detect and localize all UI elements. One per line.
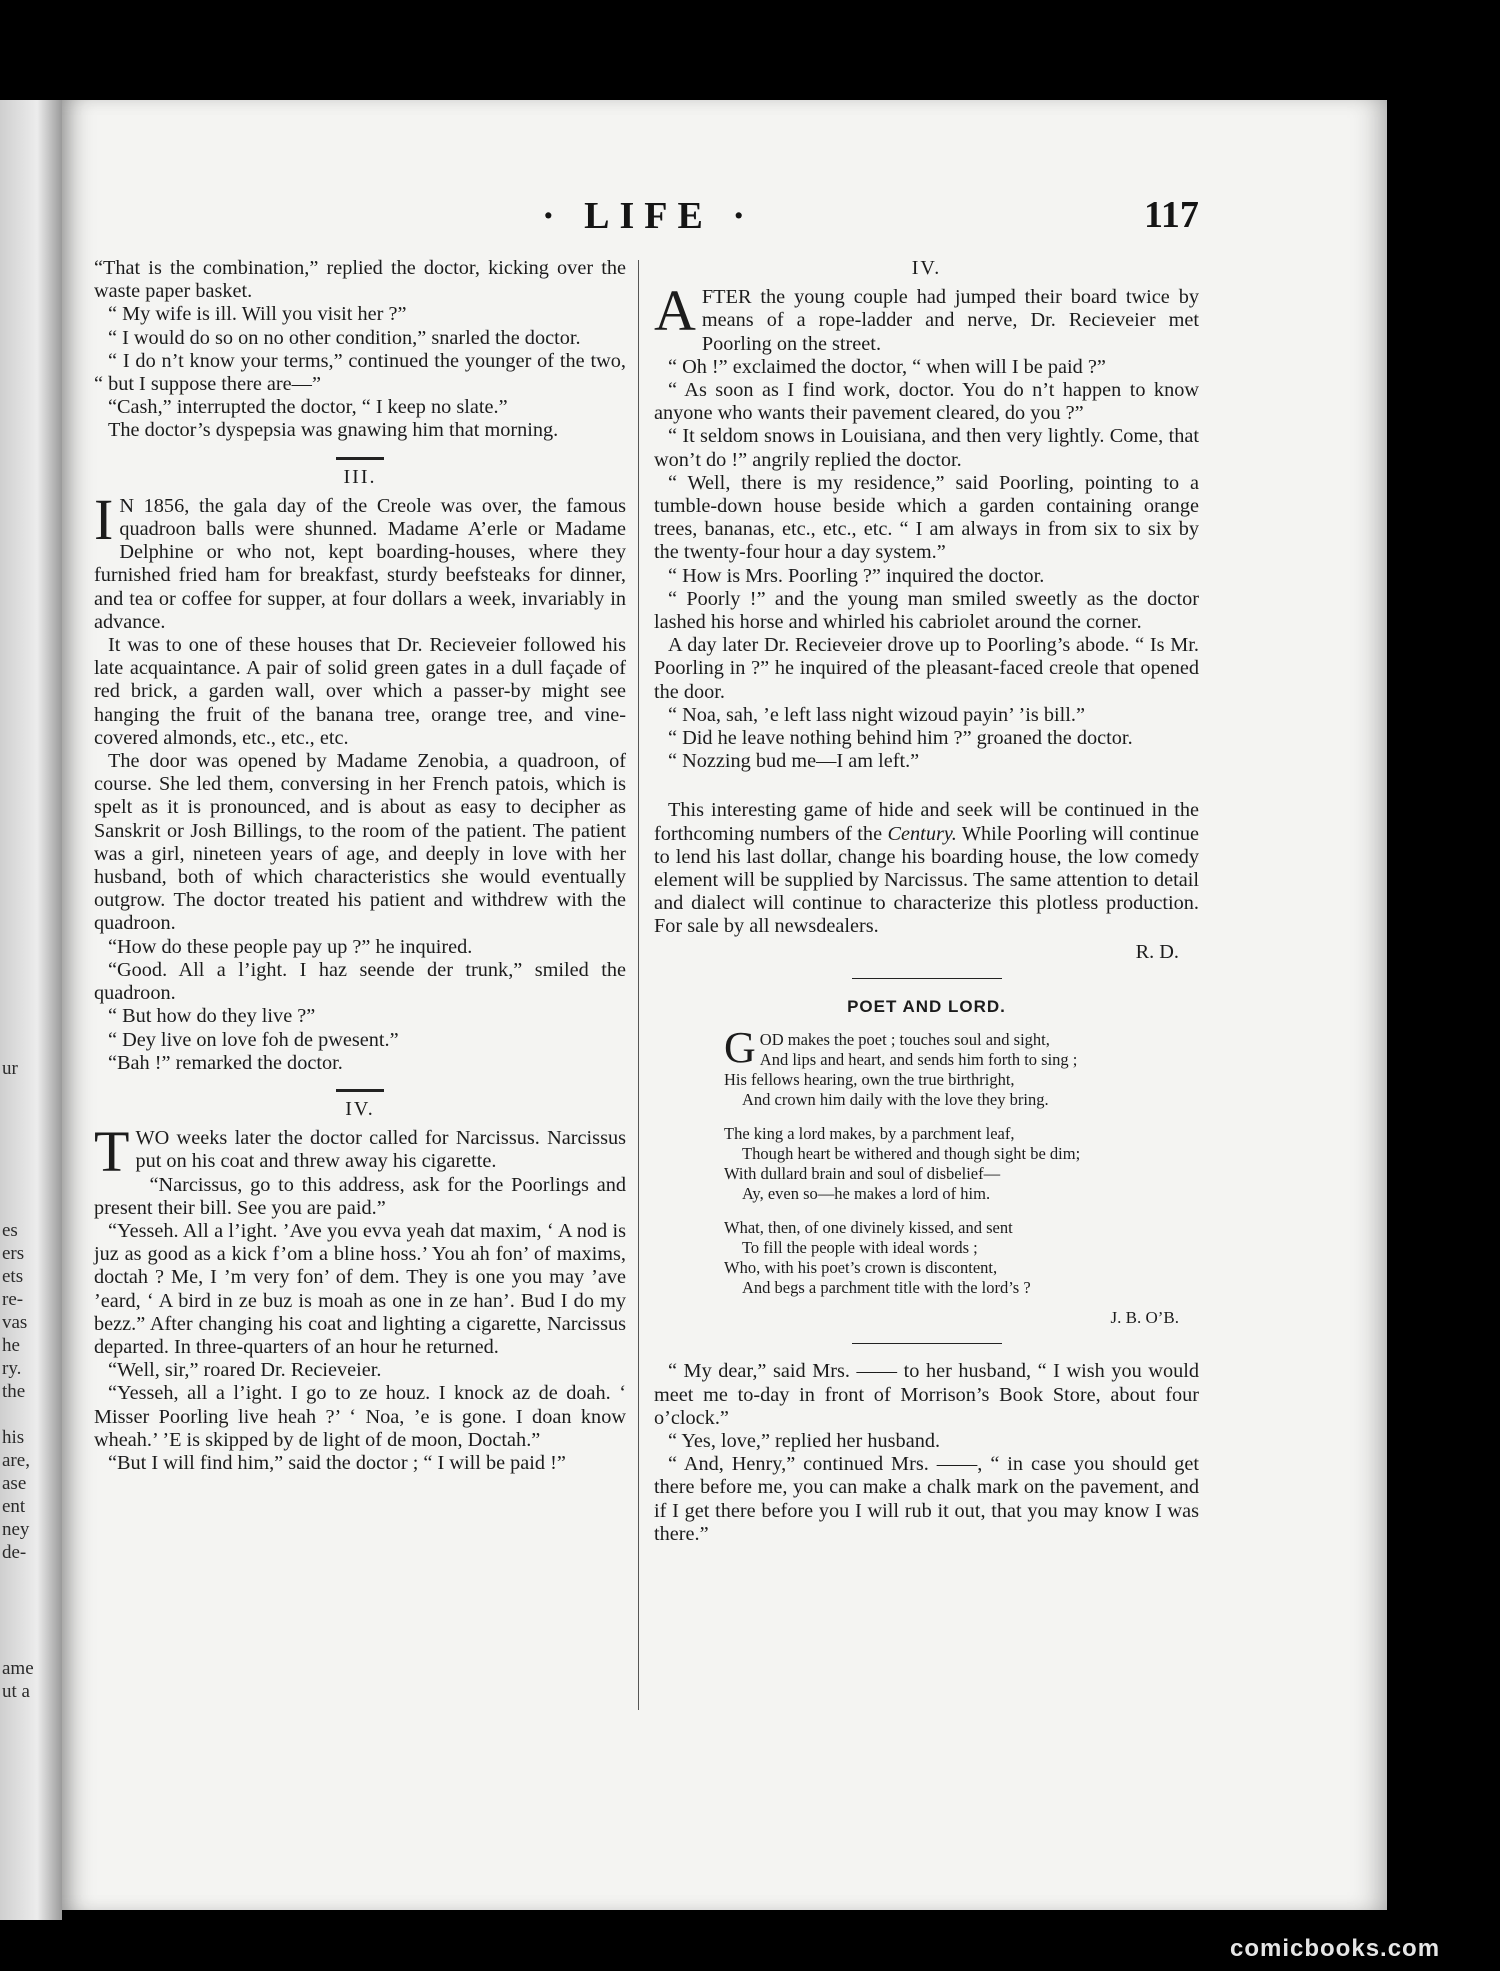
column-divider [638,260,639,1710]
poem-stanza [724,1218,1199,1298]
paragraph-text: FTER the young couple had jumped their board twice by means of a rope-ladder and nerve, Dr. Recieveier met Poorling on the street. [701,286,1199,355]
paragraph: “ And, Henry,” continued Mrs. ——, “ in case you should get there before me, you can make a chalk mark on the pavement, and if I get there before you I will rub it out, that you may know I was there.” [654,1453,1199,1545]
drop-cap: T [94,1119,130,1185]
margin-fragment: ney [2,1519,30,1540]
closing-note [654,799,1199,938]
paragraph: “ Nozzing bud me—I am left.” [668,750,920,773]
poem-line: OD makes the poet ; touches soul and sight, [759,1030,1050,1050]
paragraph: A day later Dr. Recieveier drove up to Poorling’s abode. “ Is Mr. Poorling in ?” he inquired of the pleasant-faced creole that opened the door. [654,634,1199,703]
poem-title: POET AND LORD. [847,996,1006,1016]
margin-fragment: are, [2,1450,30,1471]
heading-rule [336,457,384,460]
paragraph: “Bah !” remarked the doctor. [108,1051,343,1074]
paragraph: “Good. All a l’ight. I haz seende der trunk,” smiled the quadroon. [94,958,626,1005]
drop-cap: G [724,1023,756,1073]
paragraph: “ Oh !” exclaimed the doctor, “ when will I be paid ?” [668,355,1106,378]
margin-fragment: ase [2,1473,27,1494]
paragraph: “ Poorly !” and the young man smiled sweetly as the doctor lashed his horse and whirled his cabriolet around the corner. [654,587,1199,634]
closing-emphasis: Century. [887,822,957,845]
poem-line: Though heart be withered and though sight be dim; [742,1144,1081,1164]
poem-line: The king a lord makes, by a parchment leaf, [724,1124,1015,1144]
closing-text: This interesting game of hide and seek will be continued in the forthcoming numbers of the [654,799,1199,845]
separator-rule [852,978,1002,979]
left-column [94,257,626,1475]
poem-line: Ay, even so—he makes a lord of him. [742,1184,991,1204]
paragraph: “ Noa, sah, ’e left lass night wizoud payin’ ’is bill.” [668,703,1085,726]
poem-line: And begs a parchment title with the lord’s ? [742,1278,1031,1298]
poem-line: Who, with his poet’s crown is discontent, [724,1258,998,1278]
margin-fragment: ent [2,1496,26,1517]
margin-fragment: ame [2,1658,34,1679]
paragraph: “ Well, there is my residence,” said Poorling, pointing to a tumble-down house beside which a garden containing orange trees, bananas, etc., etc., etc. “ I am always in from six to six by the twenty-four hour a day system.” [654,471,1199,564]
paragraph: The doctor’s dyspepsia was gnawing him that morning. [108,419,559,442]
paragraph: “ I would do so on no other condition,” snarled the doctor. [108,326,581,349]
poem-line: And lips and heart, and sends him forth to sing ; [759,1050,1078,1070]
paragraph [654,278,1199,356]
margin-fragment: re- [2,1289,24,1310]
paragraph: “That is the combination,” replied the doctor, kicking over the waste paper basket. [94,257,626,303]
section-heading [94,1089,626,1121]
section-heading [654,257,1199,280]
paragraph: “ My dear,” said Mrs. —— to her husband, “ I wish you would meet me to-day in front of Morrison’s Book Store, about four o’clock.” [654,1360,1199,1429]
separator-rule [852,1343,1002,1344]
section-heading-text: IV. [911,257,942,279]
paragraph: “How do these people pay up ?” he inquired. [108,935,473,958]
masthead: · LIFE · [542,195,756,237]
margin-fragment: ry. [2,1358,22,1379]
paragraph: “ As soon as I find work, doctor. You do n’t happen to know anyone who wants their pavement cleared, do you ?” [654,379,1199,425]
poem [654,1023,1199,1298]
paragraph: “ How is Mrs. Poorling ?” inquired the doctor. [668,564,1045,587]
margin-fragment: ut a [2,1681,30,1702]
paragraph: “Well, sir,” roared Dr. Recieveier. [108,1359,382,1382]
margin-fragment: the [2,1381,26,1402]
margin-fragment: his [2,1427,25,1448]
poem-stanza [724,1023,1199,1110]
paragraph: It was to one of these houses that Dr. Recieveier followed his late acquaintance. A pair of solid green gates in a dull façade of red brick, a garden wall, over which a passer-by might see hanging the fruit of the banana tree, orange tree, and vine-covered almonds, etc., etc., etc. [94,634,626,749]
poem-line: To fill the people with ideal words ; [742,1238,978,1258]
paragraph: “Cash,” interrupted the doctor, “ I keep no slate.” [108,396,508,419]
poem-line: What, then, of one divinely kissed, and sent [724,1218,1013,1238]
paragraph-text: N 1856, the gala day of the Creole was over, the famous quadroon balls were shunned. Madame A’erle or Madame Delphine or who not, kept boarding-houses, where they furnished fried ham for breakfast, sturdy beefsteaks for dinner, and tea or coffee for supper, at four dollars a week, invariably in advance. [94,494,626,633]
section-heading-text: III. [343,465,377,488]
paragraph [94,1119,626,1185]
watermark: comicbooks.com [1230,1935,1441,1962]
paragraph: “But I will find him,” said the doctor ; “ I will be paid !” [108,1451,566,1474]
author-signature: R. D. [1135,940,1179,963]
margin-fragment: ets [2,1266,24,1287]
paragraph: “ Yes, love,” replied her husband. [668,1429,941,1452]
paragraph: “Yesseh, all a l’ight. I go to ze houz. I knock az de doah. ‘ Misser Poorling live heah ?’ ‘ Noa, ’e is gone. I doan know wheah.’ ’E is skipped by de light of de moon, Doctah.” [94,1382,626,1451]
paragraph: “ Dey live on love foh de pwesent.” [108,1028,399,1051]
margin-fragment: de- [2,1542,27,1563]
drop-cap: I [94,486,114,552]
page-number: 117 [1144,194,1199,236]
margin-fragment: es [2,1220,18,1241]
margin-fragment: he [2,1335,20,1356]
paragraph [94,486,626,634]
margin-fragment: vas [2,1312,28,1333]
paragraph: “ I do n’t know your terms,” continued the younger of the two, “ but I suppose there are—” [94,349,626,396]
poem-line: And crown him daily with the love they bring. [742,1090,1049,1110]
drop-cap: A [654,278,696,344]
margin-fragment: ers [2,1243,25,1264]
poem-line: With dullard brain and soul of disbelief— [724,1164,1001,1184]
heading-rule [336,1089,384,1092]
right-column [654,257,1199,1546]
paragraph: “Narcissus, go to this address, ask for the Poorlings and present their bill. See you are paid.” [94,1173,626,1219]
paragraph: “ My wife is ill. Will you visit her ?” [108,303,407,326]
poem-signature: J. B. O’B. [1110,1308,1179,1328]
adjacent-page-edge [0,100,62,1920]
paragraph: The door was opened by Madame Zenobia, a quadroon, of course. She led them, conversing in her French patois, which is spelt as it is pronounced, and is about as easy to decipher as Sanskrit or Josh Billings, to the room of the patient. The patient was a girl, nineteen years of age, and deeply in love with her husband, both of which characteristics she would eventually outgrow. The doctor treated his patient and withdrew with the quadroon. [94,750,626,935]
paragraph-text: WO weeks later the doctor called for Narcissus. Narcissus put on his coat and threw away his cigarette. [135,1127,626,1173]
paragraph: “ But how do they live ?” [108,1005,316,1028]
magazine-page [62,100,1387,1910]
poem-line: His fellows hearing, own the true birthright, [724,1070,1015,1090]
margin-fragment: ur [2,1058,18,1079]
section-heading-text: IV. [345,1097,375,1120]
scan-border-top [0,0,1500,100]
paragraph: “ Did he leave nothing behind him ?” groaned the doctor. [668,727,1133,750]
paragraph: “Yesseh. All a l’ight. ’Ave you evva yeah dat maxim, ‘ A nod is juz as good as a kick f’om a bline hoss.’ You ah fon’ of maxims, doctah ? Me, I ’m very fon’ of dem. They is one you may ’ave ’eard, ‘ A bird in ze buz is moah as one in ze han’. Bud I do my bezz.” After changing his coat and lighting a cigarette, Narcissus departed. In three-quarters of an hour he returned. [94,1219,626,1358]
paragraph: “ It seldom snows in Louisiana, and then very lightly. Come, that won’t do !” angrily replied the doctor. [654,425,1199,471]
section-heading [94,457,626,489]
poem-stanza [724,1124,1199,1204]
closing-text: While Poorling will continue to lend his last dollar, change his boarding house, the low comedy element will be supplied by Narcissus. The same attention to detail and dialect will continue to characterize this plotless production. For sale by all newsdealers. [654,822,1199,938]
scan-border-right [1387,100,1500,1971]
